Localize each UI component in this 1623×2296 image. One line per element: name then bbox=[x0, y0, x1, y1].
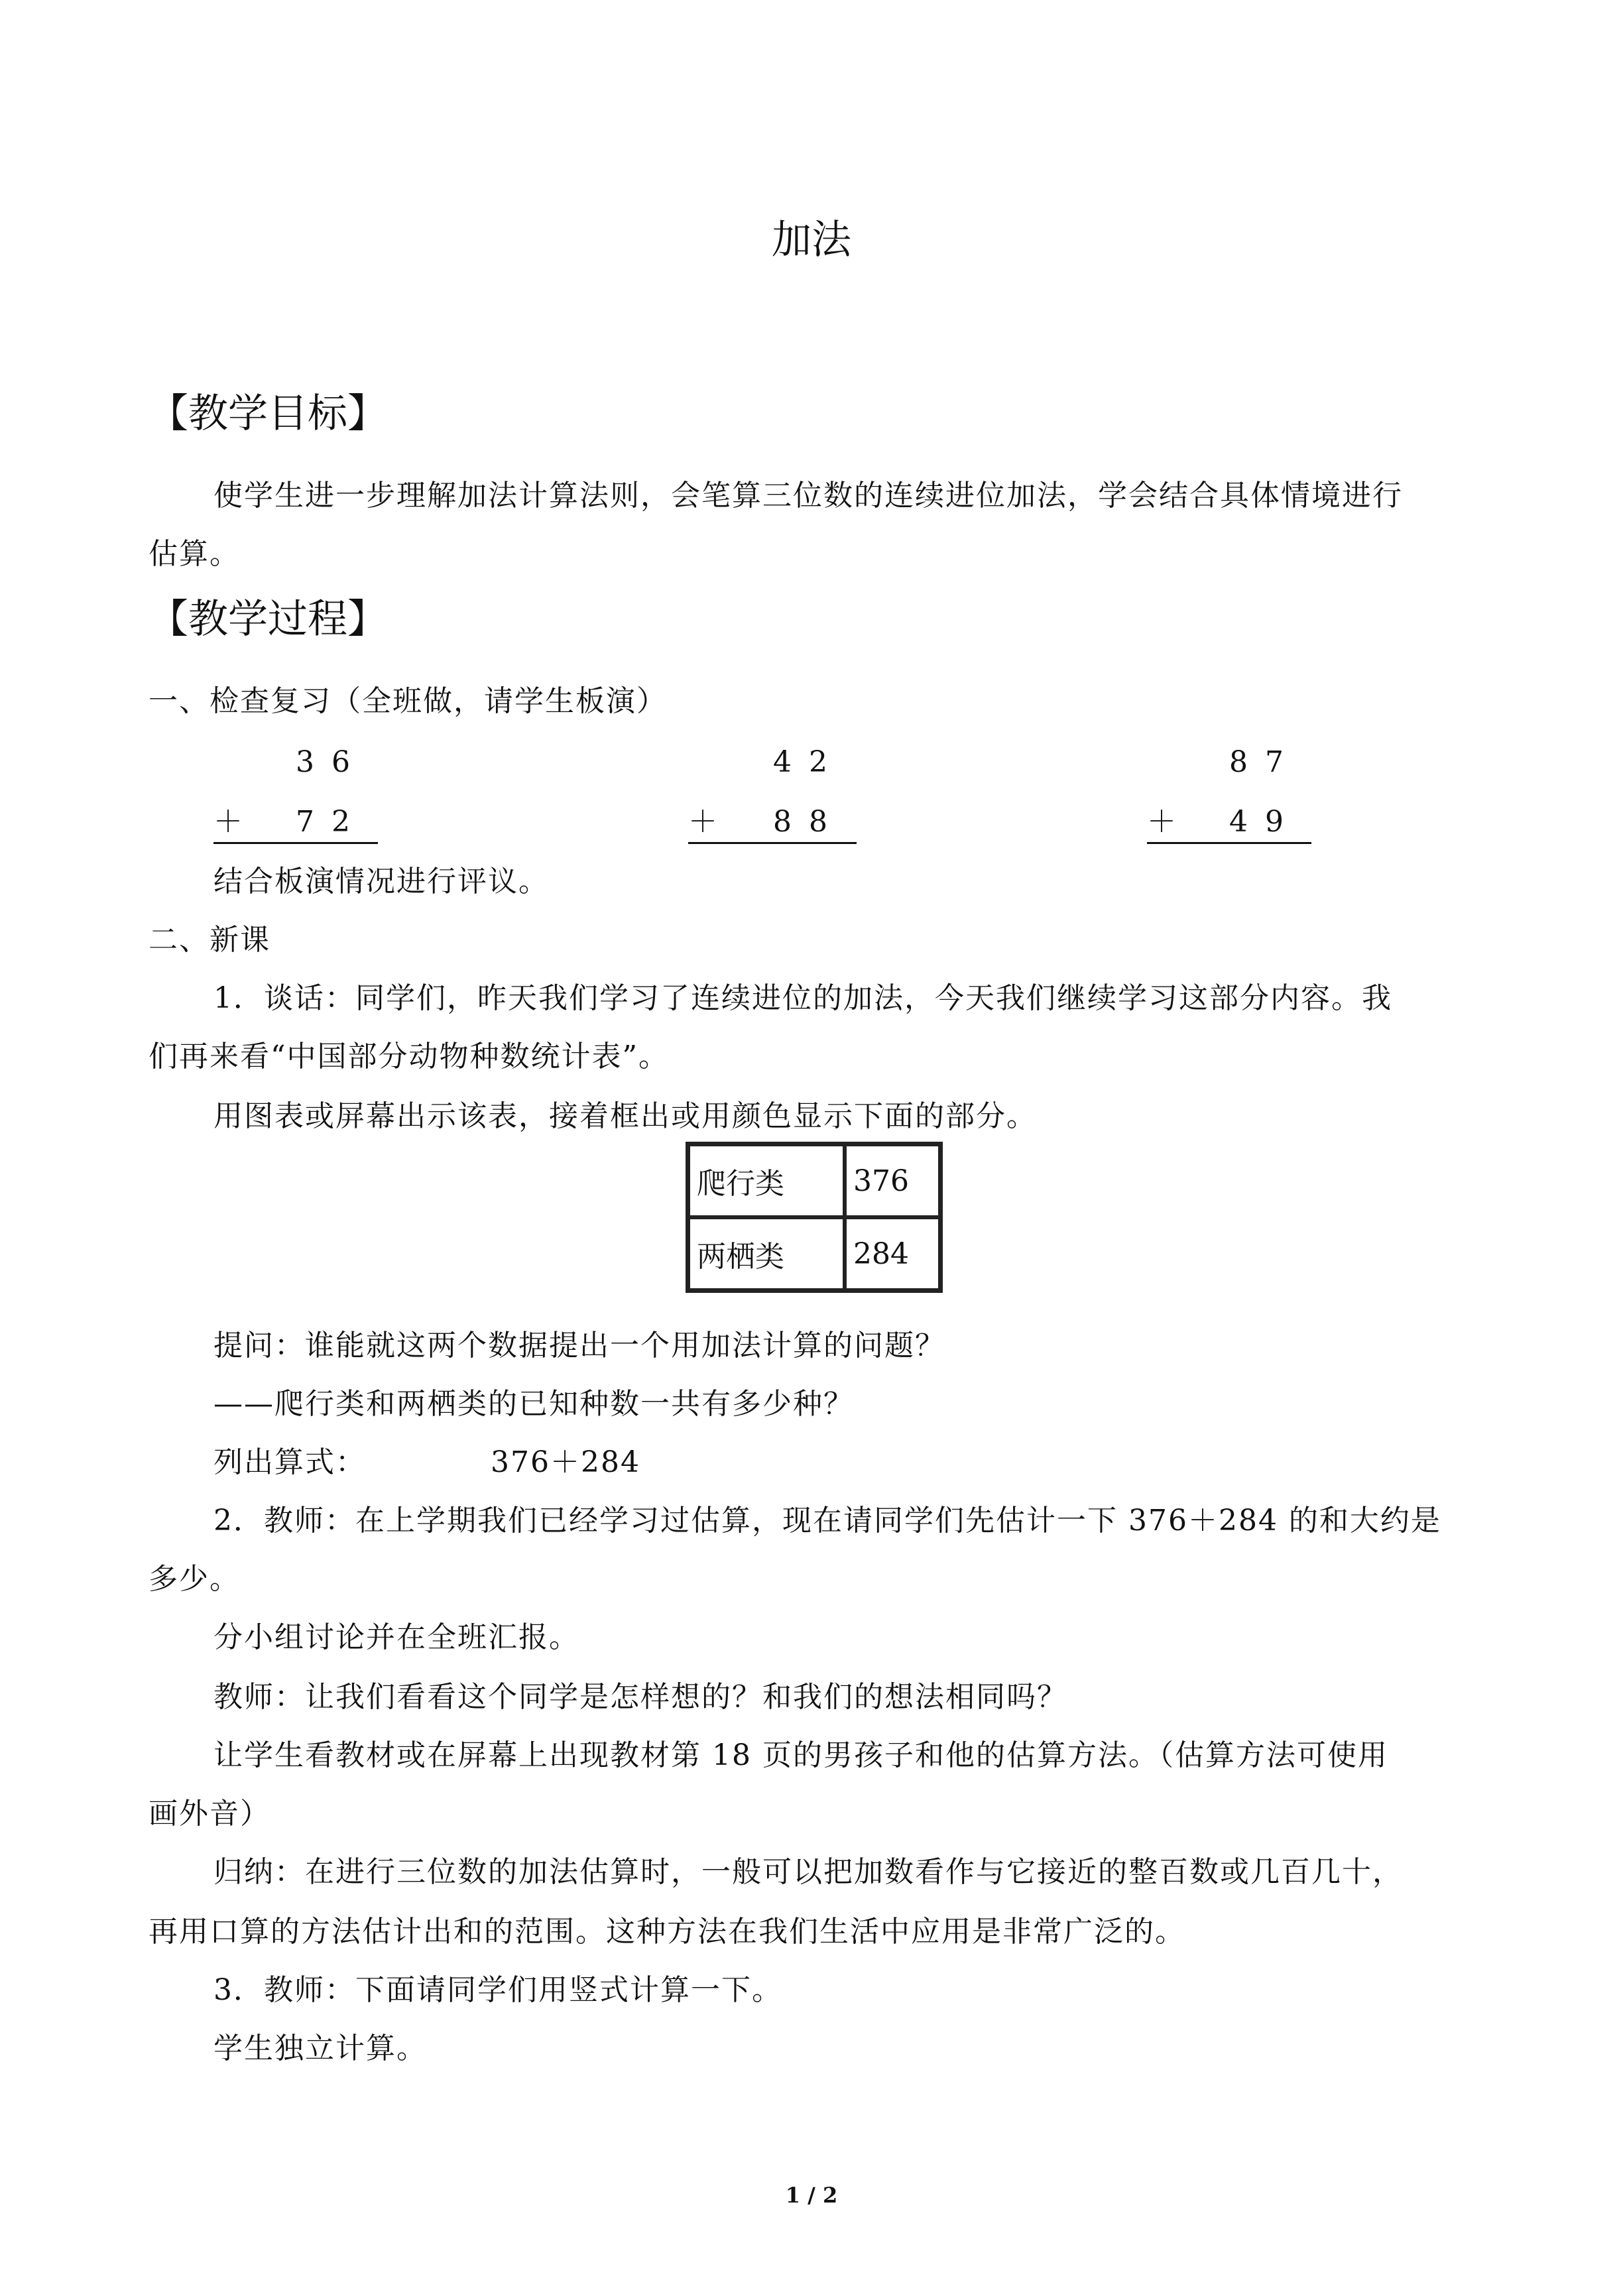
problem-2-top-number: 42 bbox=[773, 745, 845, 779]
problem-3-bottom-number: 49 bbox=[1229, 805, 1301, 839]
page-title: 加法 bbox=[772, 217, 851, 263]
table-cell-value: 284 bbox=[845, 1217, 940, 1290]
heading-teaching-process: 【教学过程】 bbox=[149, 596, 387, 642]
page-number: 1 / 2 bbox=[785, 2183, 838, 2208]
review-heading: 一、检查复习（全班做，请学生板演） bbox=[149, 684, 667, 718]
textbook-paragraph-line-1: 让学生看教材或在屏幕上出现教材第 18 页的男孩子和他的估算方法。（估算方法可使用 bbox=[213, 1738, 1388, 1772]
answer-paragraph: ——爬行类和两栖类的已知种数一共有多少种？ bbox=[213, 1387, 854, 1421]
talk-paragraph-line-2: 们再来看“中国部分动物种数统计表”。 bbox=[149, 1040, 669, 1073]
heading-teaching-goals: 【教学目标】 bbox=[149, 391, 387, 437]
problem-3-underline bbox=[1147, 842, 1311, 844]
new-lesson-heading: 二、新课 bbox=[149, 923, 270, 957]
problem-3-plus-sign: ＋ bbox=[1147, 805, 1176, 839]
question-paragraph: 提问：谁能就这两个数据提出一个用加法计算的问题？ bbox=[213, 1329, 945, 1362]
group-discussion-paragraph: 分小组讨论并在全班汇报。 bbox=[213, 1620, 579, 1654]
table-row bbox=[688, 1217, 940, 1290]
problem-1-bottom-number: 72 bbox=[296, 805, 367, 839]
teacher-question-paragraph: 教师：让我们看看这个同学是怎样想的？和我们的想法相同吗？ bbox=[213, 1680, 1067, 1714]
goals-paragraph-line-2: 估算。 bbox=[149, 537, 240, 571]
formula-expression: 376＋284 bbox=[491, 1445, 640, 1479]
talk-paragraph-line-1: 1．谈话：同学们，昨天我们学习了连续进位的加法，今天我们继续学习这部分内容。我 bbox=[213, 981, 1392, 1015]
estimate-paragraph-line-1: 2．教师：在上学期我们已经学习过估算，现在请同学们先估计一下 376＋284 的和大约是 bbox=[213, 1504, 1441, 1538]
goals-paragraph-line-1: 使学生进一步理解加法计算法则，会笔算三位数的连续进位加法，学会结合具体情境进行 bbox=[213, 479, 1403, 513]
problem-2-underline bbox=[688, 842, 857, 844]
problem-2-plus-sign: ＋ bbox=[688, 805, 717, 839]
problem-1-underline bbox=[213, 842, 378, 844]
problem-1-top-number: 36 bbox=[296, 745, 367, 779]
show-table-paragraph: 用图表或屏幕出示该表，接着框出或用颜色显示下面的部分。 bbox=[213, 1099, 1037, 1133]
summary-paragraph-line-1: 归纳：在进行三位数的加法估算时，一般可以把加数看作与它接近的整百数或几百几十， bbox=[213, 1855, 1403, 1889]
table-row bbox=[688, 1144, 940, 1217]
independent-calc-paragraph: 学生独立计算。 bbox=[213, 2031, 427, 2065]
formula-label: 列出算式： bbox=[213, 1445, 366, 1479]
problem-1-plus-sign: ＋ bbox=[213, 805, 243, 839]
table-cell-name: 爬行类 bbox=[688, 1144, 845, 1217]
problem-2-bottom-number: 88 bbox=[773, 805, 845, 839]
textbook-paragraph-line-2: 画外音） bbox=[149, 1797, 270, 1831]
problem-3-top-number: 87 bbox=[1229, 745, 1301, 779]
vertical-calc-paragraph: 3．教师：下面请同学们用竖式计算一下。 bbox=[213, 1973, 782, 2007]
table-cell-value: 376 bbox=[845, 1144, 940, 1217]
table-cell-name: 两栖类 bbox=[688, 1217, 845, 1290]
estimate-paragraph-line-2: 多少。 bbox=[149, 1562, 240, 1596]
summary-paragraph-line-2: 再用口算的方法估计出和的范围。这种方法在我们生活中应用是非常广泛的。 bbox=[149, 1915, 1185, 1949]
species-table bbox=[686, 1142, 943, 1293]
review-comment: 结合板演情况进行评议。 bbox=[213, 865, 549, 898]
